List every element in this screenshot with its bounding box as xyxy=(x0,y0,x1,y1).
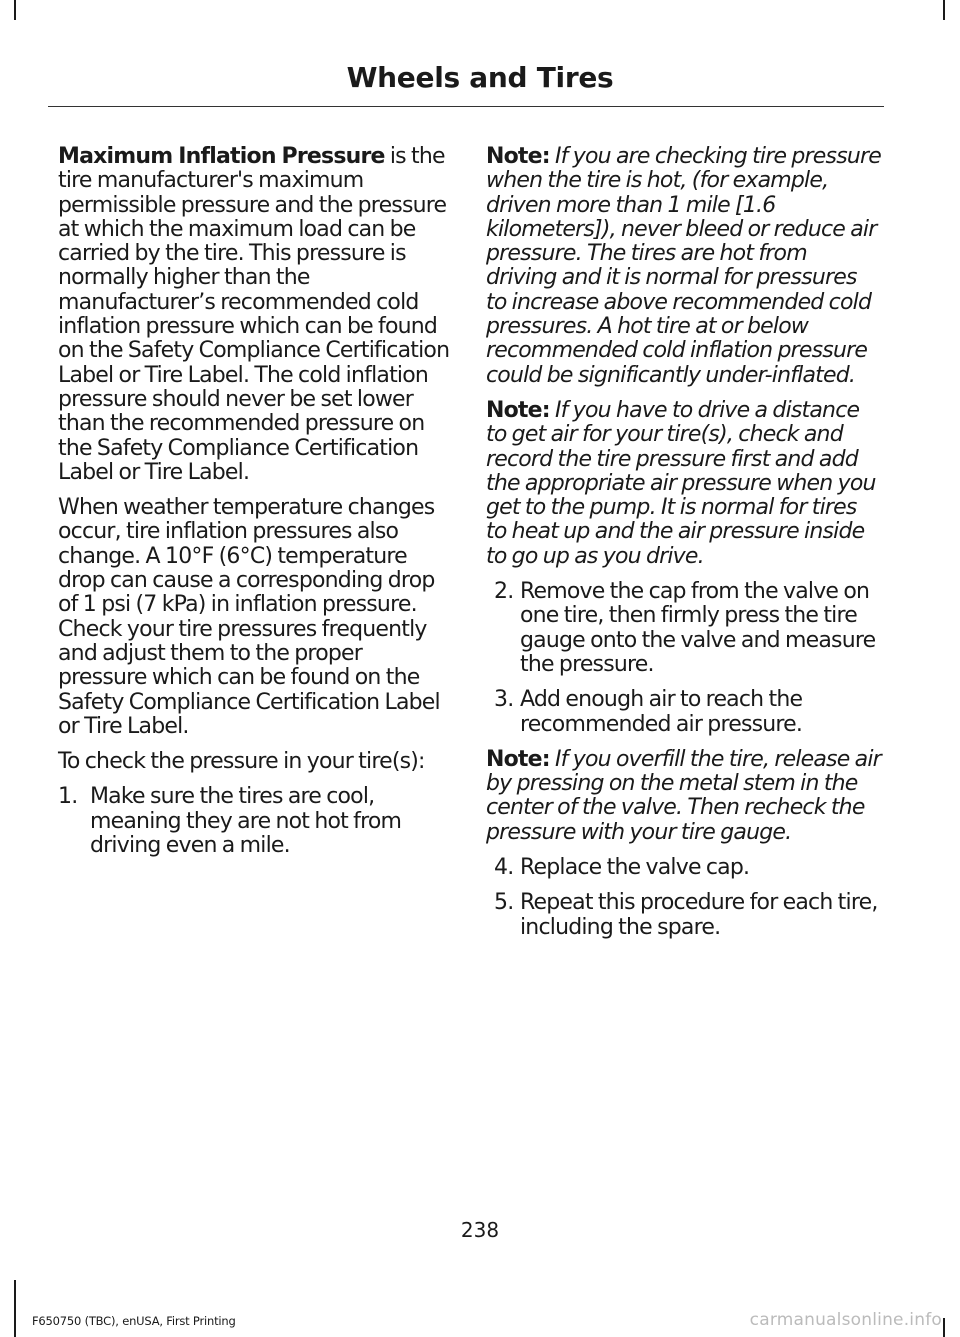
step-text: Repeat this procedure for each tire, including the spare. xyxy=(520,890,878,940)
step-number: 3. xyxy=(494,687,514,713)
note-label: Note: xyxy=(486,746,550,772)
step-3 xyxy=(484,688,882,737)
watermark: carmanualsonline.info xyxy=(749,1310,942,1330)
print-info: F650750 (TBC), enUSA, First Printing xyxy=(32,1314,236,1328)
crop-mark-bottom-left xyxy=(14,1280,16,1337)
crop-mark-top-left xyxy=(14,0,16,20)
crop-mark-bottom-right xyxy=(943,1318,945,1337)
step-text: Remove the cap from the valve on one tire, then firmly press the tire gauge onto the valve and measure the pressure. xyxy=(520,579,876,677)
step-number: 4. xyxy=(494,855,514,881)
page-number: 238 xyxy=(460,1218,500,1242)
note-drive-distance xyxy=(486,399,882,569)
left-column xyxy=(58,145,450,869)
step-text: Replace the valve cap. xyxy=(520,855,750,881)
term-max-inflation: Maximum Inflation Pressure xyxy=(58,144,385,169)
note-text: If you have to drive a distance to get air for your tire(s), check and record the tire pressure first and add the appropriate air pressure when you get to the pump. It is normal for tires to heat up and the air pressure inside to go up as you drive. xyxy=(486,397,876,569)
step-number: 5. xyxy=(494,890,514,916)
paragraph-temperature: When weather temperature changes occur, tire inflation pressures also change. A 10°F (6°C) temperature drop can cause a corresponding drop of 1 psi (7 kPa) in inflation pressure. Check your tire pressures frequently and adjust them to the proper pressure which can be found on the Safety Compliance Certification Label or Tire Label. xyxy=(58,495,440,739)
paragraph-check-intro: To check the pressure in your tire(s): xyxy=(58,749,425,775)
paragraph-max-inflation xyxy=(58,145,450,485)
note-text: If you are checking tire pressure when the tire is hot, (for example, driven more than 1 mile [1.6 kilometers]), never bleed or reduce air pressure. The tires are hot from driving and it is normal for pressures to increase above recommended cold pressures. A hot tire at or below recommended cold inflation pressure could be significantly under-inflated. xyxy=(486,144,881,388)
step-4 xyxy=(484,856,882,880)
right-column xyxy=(486,145,882,951)
note-overfill xyxy=(486,748,882,845)
step-5 xyxy=(484,891,882,940)
note-text: If you overfill the tire, release air by pressing on the metal stem in the center of the valve. Then recheck the pressure with your tire gauge. xyxy=(486,746,881,845)
step-number: 2. xyxy=(494,579,514,605)
crop-mark-top-right xyxy=(943,0,945,20)
step-2 xyxy=(484,580,882,677)
paragraph-text: is the tire manufacturer's maximum permissible pressure and the pressure at which the maximum load can be carried by the tire. This pressure is normally higher than the manufacturer’s recommended cold inflation pressure which can be found on the Safety Compliance Certification Label or Tire Label. The cold inflation pressure should never be set lower than the recommended pressure on the Safety Compliance Certification Label or Tire Label. xyxy=(58,144,450,485)
header-divider xyxy=(48,106,884,107)
step-text: Make sure the tires are cool, meaning they are not hot from driving even a mile. xyxy=(90,784,402,859)
note-label: Note: xyxy=(486,397,550,423)
note-hot-tire xyxy=(486,145,882,388)
note-label: Note: xyxy=(486,144,550,169)
step-1 xyxy=(58,785,450,858)
step-number: 1. xyxy=(58,784,78,810)
step-text: Add enough air to reach the recommended air pressure. xyxy=(520,687,803,737)
page-title: Wheels and Tires xyxy=(346,61,614,94)
